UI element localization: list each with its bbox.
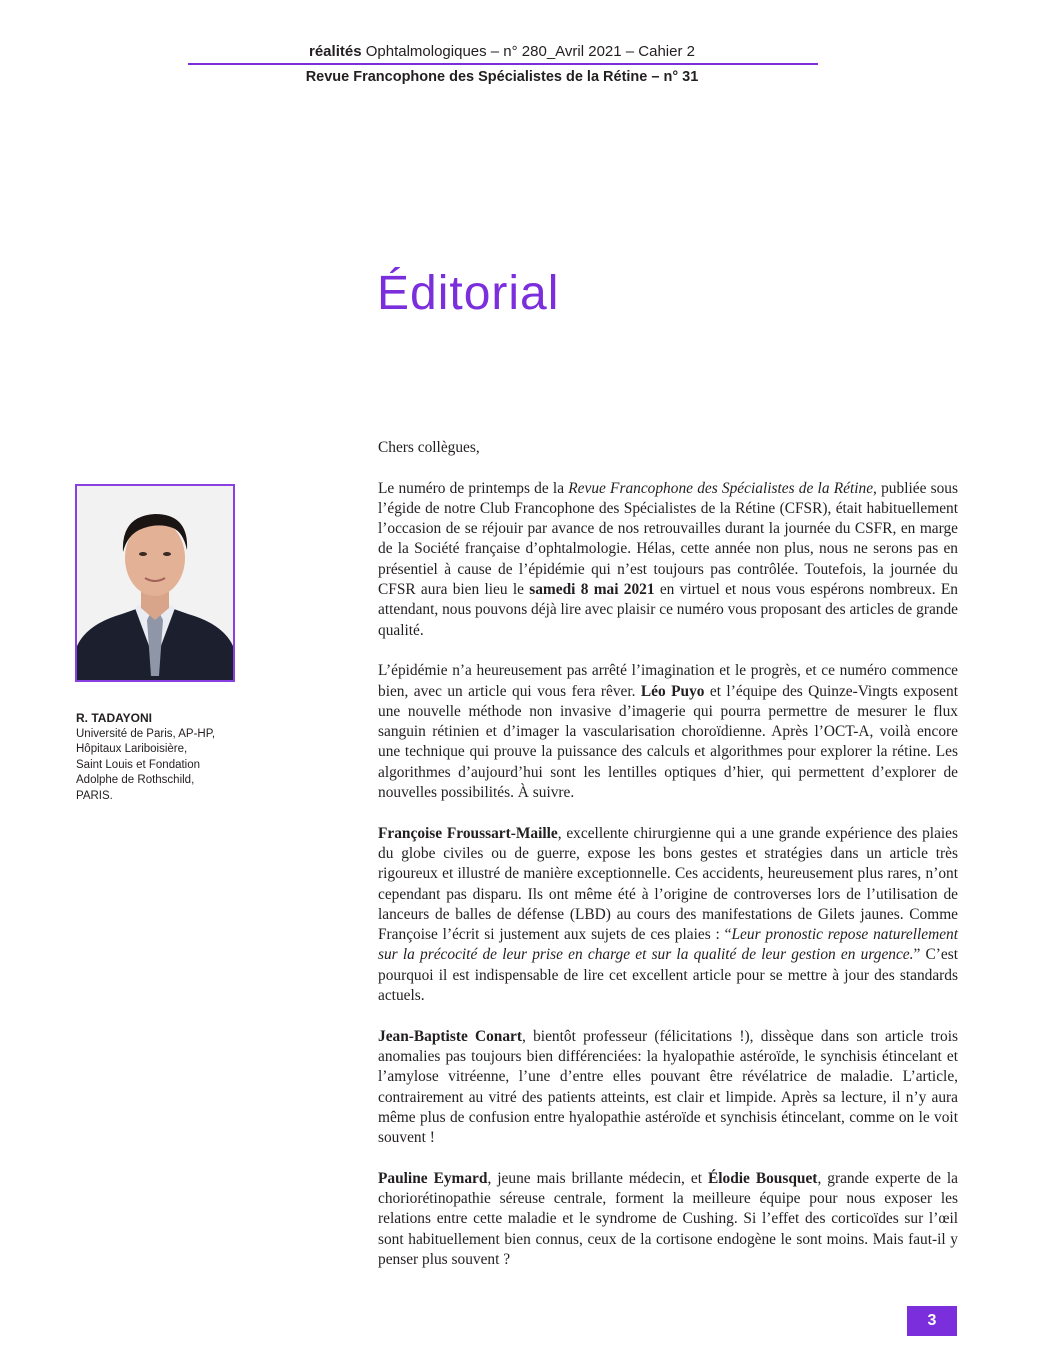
text-run: , jeune mais brillante médecin, et <box>487 1169 708 1187</box>
text-run: Le numéro de printemps de la <box>378 479 569 497</box>
text-run: , excellente chirurgienne qui a une grande expérience des plaies du globe civiles ou de guerre, expose les bons gestes et stratégies dans un article très rigoureux et illustré de manière exceptionnelle. Ces accidents, heureusement plus rares, n’ont cependant pas disparu. Ils ont même été à l’origine de controverses lors de l’utilisation de lanceurs de balles de défense (LBD) au cours des manifestations de Gilets jaunes. Comme Françoise l’écrit si justement aux sujets de ces plaies : “ <box>378 824 958 944</box>
author-portrait-icon <box>77 486 233 680</box>
affiliation-line: PARIS. <box>76 789 113 802</box>
running-header <box>188 42 816 62</box>
journal-name: Revue Francophone des Spécialistes de la Rétine <box>568 479 874 497</box>
event-date: samedi 8 mai 2021 <box>529 581 655 599</box>
affiliation-line: Saint Louis et Fondation <box>76 758 201 771</box>
journal-issue: Ophtalmologiques – n° 280_Avril 2021 – Cahier 2 <box>361 43 695 60</box>
editorial-body <box>378 438 958 1290</box>
brand-name: réalités <box>309 43 362 60</box>
text-run: , bientôt professeur (félicitations !), dissèque dans son article trois anomalies pas toujours bien différenciées: la hyalopathie astéroïde, le synchisis étincelant et l’amylose vitréenne, l’une d’entre elles pouvant être révélatrice de maladie. L’article, contrairement au vitré des patients atteints, est clair et limpide. Après sa lecture, il n’y aura même plus de confusion entre hyalopathie astéroïde et synchisis étincelant, comme on le voit souvent ! <box>378 1027 958 1147</box>
text-run: ” C’est pourquoi il est indispensable de lire cet excellent article pour se mettre à jour des standards actuels. <box>378 946 958 1005</box>
quotation: Leur pronostic repose naturellement sur la précocité de leur prise en charge et sur la qualité de leur gestion en urgence. <box>378 926 959 964</box>
header-divider <box>188 63 818 65</box>
paragraph-3 <box>378 824 958 1007</box>
paragraph-4 <box>378 1027 958 1149</box>
affiliation-line: Université de Paris, AP-HP, <box>76 727 216 740</box>
author-name: R. TADAYONI <box>76 711 153 725</box>
text-run: en virtuel et nous vous espérons nombreux. En attendant, nous pouvons déjà lire avec plaisir ce numéro vous proposant des articles de grande qualité. <box>378 581 958 639</box>
paragraph-5 <box>378 1169 958 1270</box>
journal-subtitle: Revue Francophone des Spécialistes de la Rétine – n° 31 <box>305 69 699 85</box>
paragraph-2 <box>378 661 958 803</box>
author-block <box>76 711 246 804</box>
page-title: Éditorial <box>377 267 560 320</box>
author-mention: Léo Puyo <box>640 682 705 700</box>
text-run: L’épidémie n’a heureusement pas arrêté l’imagination et le progrès, et ce numéro commence bien, avec un article qui vous fera rêver. <box>378 662 958 700</box>
affiliation-line: Adolphe de Rothschild, <box>76 774 195 786</box>
author-photo <box>75 484 235 682</box>
affiliation-line: Hôpitaux Lariboisière, <box>76 743 188 755</box>
author-affiliation <box>76 727 246 805</box>
text-run: , publiée sous l’égide de notre Club Francophone des Spécialistes de la Rétine (CFSR), était habituellement l’occasion de se réjouir par avance de nos retrouvailles durant la journée du CSFR, en marge de la Société française d’ophtalmologie. Hélas, cette année non plus, nous ne serons pas en présentiel à cause de l’épidémie qui n’est toujours pas contrôlée. Toutefois, la journée du CFSR aura bien lieu le <box>378 479 958 599</box>
salutation: Chers collègues, <box>378 439 480 456</box>
page-number: 3 <box>907 1306 957 1336</box>
text-run: , grande experte de la choriorétinopathie séreuse centrale, forment la meilleure équipe pour nous exposer les relations entre cette maladie et le syndrome de Cushing. Si l’effet des corticoïdes sur l’œil sont habituellement bien connus, ceux de la cortisone endogène le sont moins. Mais faut-il y penser plus souvent ? <box>378 1169 958 1268</box>
author-mention: Pauline Eymard <box>378 1169 488 1187</box>
text-run: et l’équipe des Quinze-Vingts exposent une nouvelle méthode non invasive d’imagerie qui pourra permettre de mesurer le flux sanguin rétinien et d’imager la vascularisation choroïdienne. Après l’OCT-A, voilà encore une technique qui prouve la puissance des calculs et algorithmes pour explorer la rétine. Les algorithmes d’aujourd’hui sont les lentilles optiques d’hier, qui permettent d’explorer de nouvelles possibilités. À suivre. <box>378 682 958 802</box>
author-mention: Élodie Bousquet <box>707 1169 818 1187</box>
paragraph-1 <box>378 479 958 641</box>
author-mention: Jean-Baptiste Conart <box>378 1027 523 1045</box>
author-mention: Françoise Froussart-Maille <box>378 824 558 842</box>
